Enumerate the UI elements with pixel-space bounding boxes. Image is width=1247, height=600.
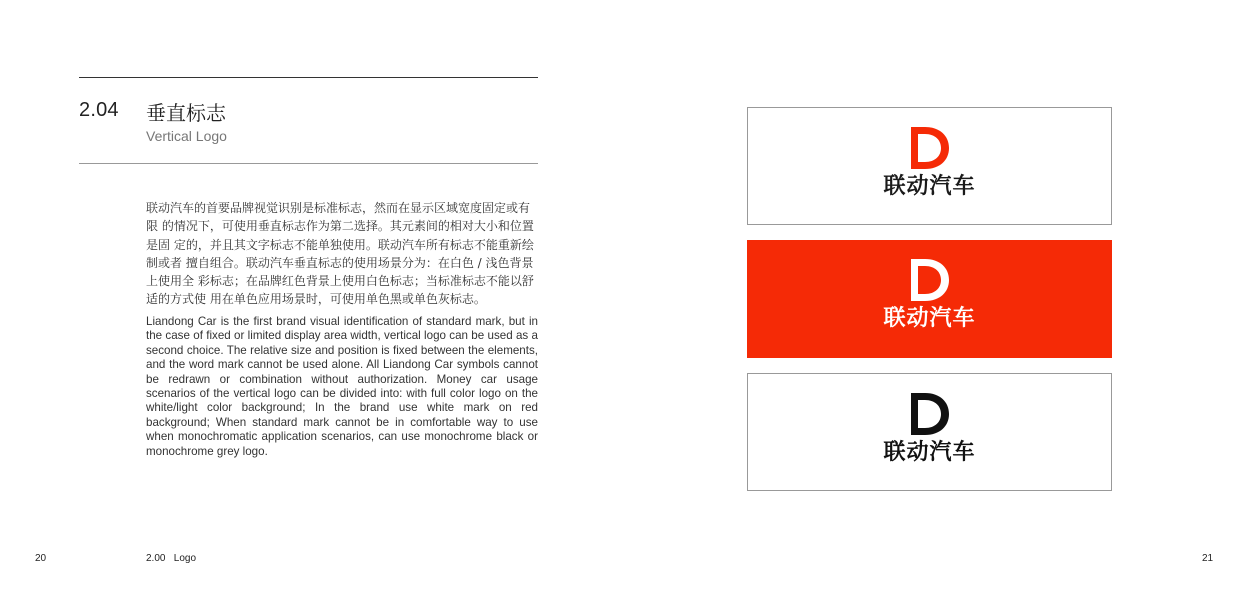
- section-number: 2.04: [79, 99, 119, 121]
- vertical-logo: [748, 392, 1111, 466]
- vertical-logo: [748, 126, 1111, 200]
- wordmark: 联动汽车: [883, 174, 976, 199]
- logo-panel-mono-black: [747, 373, 1112, 491]
- wordmark: 联动汽车: [883, 306, 976, 331]
- page-title-zh: 垂直标志: [146, 101, 226, 125]
- header-bottom-rule: [79, 163, 538, 164]
- d-mark-icon: [910, 258, 950, 302]
- body-zh-line: 限 的情况下，可使用垂直标志作为第二选择。其元素间的相对大小和位置: [146, 219, 534, 234]
- footer-section-label: 2.00 Logo: [146, 553, 197, 564]
- wordmark: 联动汽车: [883, 440, 976, 465]
- page-number-right: 21: [1202, 553, 1214, 564]
- body-zh-line: 联动汽车的首要品牌视觉识别是标准标志，然而在显示区域宽度固定或有: [146, 201, 531, 215]
- header-top-rule: [79, 77, 538, 78]
- logo-panel-white-on-red: [747, 240, 1112, 358]
- body-text-zh: [146, 199, 539, 309]
- vertical-logo: [747, 258, 1112, 332]
- page-title-en: Vertical Logo: [146, 128, 227, 144]
- body-zh-line: 是固 定的，并且其文字标志不能单独使用。联动汽车所有标志不能重新绘: [146, 237, 534, 252]
- body-zh-line: 适的方式使 用在单色应用场景时，可使用单色黑或单色灰标志。: [146, 292, 486, 307]
- page-number-left: 20: [35, 553, 47, 564]
- body-text-en: Liandong Car is the first brand visual identification of standard mark, but in the case of fixed or limited display area width, vertical logo can be used as a second choice. The relative size and position is fixed between the elements, and the word mark cannot be used alone. All Liandong Car symbols cannot be redrawn or combination without authorization. Money car usage scenarios of the vertical logo can be divided into: with full color logo on the white/light color background; In the brand use white mark on red background; When standard mark cannot be in comfortable way to use when monochromatic application scenarios, can use monochrome black or monochrome grey logo.: [146, 315, 538, 458]
- body-zh-line: 上使用全 彩标志；在品牌红色背景上使用白色标志；当标准标志不能以舒: [146, 274, 534, 289]
- d-mark-icon: [910, 392, 950, 436]
- logo-panel-full-color: [747, 107, 1112, 225]
- d-mark-icon: [910, 126, 950, 170]
- body-zh-line: 制或者 擅自组合。联动汽车垂直标志的使用场景分为：在白色 / 浅色背景: [146, 255, 534, 270]
